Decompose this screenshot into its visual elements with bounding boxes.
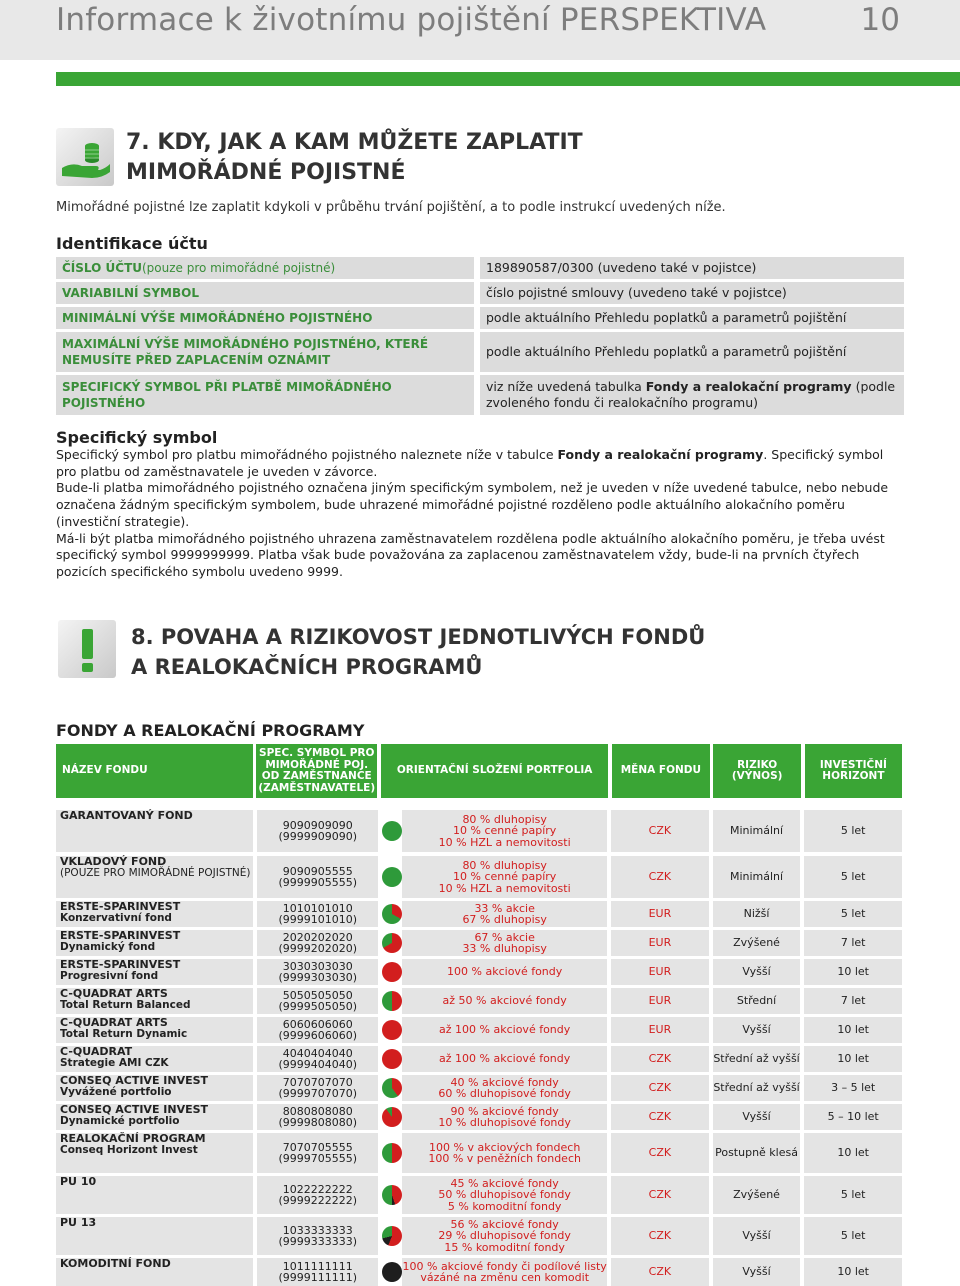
section-7-intro: Mimořádné pojistné lze zaplatit kdykoli v průběhu trvání pojištění, a to podle instrukcí uvedených níže. [56,200,726,215]
spec-symbol: 5050505050 [282,988,353,1002]
fund-name-cell [56,1104,253,1130]
table-row [56,1217,902,1255]
allocation-pie-icon [382,867,402,887]
fund-name-cell [56,1258,253,1286]
portfolio-cell [402,988,607,1014]
portfolio-cell [402,1133,607,1173]
fund-name-cell [56,810,253,852]
allocation-pie-icon [382,1078,402,1098]
spec-symbol-cell [257,1176,378,1214]
table-row [56,375,904,415]
horizon-cell: 7 let [804,988,902,1014]
spec-symbol-cell [257,1104,378,1130]
allocation-pie-icon [382,1185,402,1205]
portfolio-line: 100 % v peněžních fondech [428,1152,581,1165]
spec-symbol: 8080808080 [282,1104,353,1118]
row-label: VARIABILNÍ SYMBOL [56,282,474,304]
risk-cell: Střední [713,988,801,1014]
risk-cell: Nižší [713,901,801,927]
table-row [56,930,902,956]
currency-cell: EUR [611,988,709,1014]
table-row [56,1133,902,1173]
spec-symbol: 2020202020 [282,930,353,944]
portfolio-line: 10 % cenné papíry [453,870,557,884]
spec-symbol-cell [257,930,378,956]
table-row [56,1017,902,1043]
header-portfolio: ORIENTAČNÍ SLOŽENÍ PORTFOLIA [381,744,609,798]
portfolio-cell [402,1258,607,1286]
allocation-pie-cell [382,988,402,1014]
spec-symbol: 7070705555 [282,1140,353,1154]
fund-name: CONSEQ ACTIVE INVEST [60,1074,209,1087]
spec-symbol-cell [257,810,378,852]
fund-name-cell [56,1046,253,1072]
currency-cell: CZK [611,1133,709,1173]
portfolio-line: 5 % komoditní fondy [447,1199,562,1213]
portfolio-cell [402,959,607,985]
fund-name: ERSTE-SPARINVEST [60,958,181,971]
fund-subname: Total Return Balanced [60,998,191,1011]
spec-symbol-cell [257,1133,378,1173]
identification-table [56,257,904,418]
currency-cell: CZK [611,1104,709,1130]
header-currency: MĚNA FONDU [612,744,709,798]
portfolio-line: 80 % dluhopisy [462,858,547,872]
fund-subname: Dynamický fond [60,940,156,953]
allocation-pie-cell [382,1075,402,1101]
payment-icon [56,128,114,186]
fund-name-cell [56,1176,253,1214]
table-row [56,257,904,279]
fund-name-cell [56,856,253,898]
section-7-title: 7. KDY, JAK A KAM MŮŽETE ZAPLATIT MIMOŘÁDNÉ POJISTNÉ [126,130,583,185]
risk-cell: Vyšší [713,959,801,985]
portfolio-line: 15 % komoditní fondy [444,1240,565,1254]
fund-name: GARANTOVANÝ FOND [60,809,193,822]
portfolio-line: 56 % akciové fondy [450,1217,559,1231]
table-row [56,988,902,1014]
allocation-pie-icon [382,933,402,953]
portfolio-cell [402,1046,607,1072]
spec-symbol-employer: (9999505050) [278,1000,358,1013]
portfolio-cell [402,930,607,956]
risk-cell: Zvýšené [713,930,801,956]
spec-symbol-employer: (9999606060) [278,1029,358,1042]
allocation-pie-cell [382,1046,402,1072]
table-row [56,1258,902,1286]
row-value: podle aktuálního Přehledu poplatků a parametrů pojištění [480,307,904,329]
risk-cell: Střední až vyšší [713,1046,801,1072]
allocation-pie-icon [382,1262,402,1282]
spec-symbol-employer: (9999808080) [278,1116,358,1129]
table-row [56,1104,902,1130]
portfolio-line: 10 % HZL a nemovitosti [438,835,571,849]
spec-symbol-employer: (9999705555) [278,1152,358,1165]
horizon-cell: 5 let [804,1217,902,1255]
spec-symbol: 1011111111 [282,1259,353,1273]
allocation-pie-cell [382,810,402,852]
fund-name-cell [56,901,253,927]
spec-symbol-employer: (9999333333) [278,1235,358,1248]
currency-cell: CZK [611,810,709,852]
portfolio-line: 100 % v akciových fondech [429,1140,581,1154]
table-row [56,307,904,329]
fund-name-cell [56,1217,253,1255]
risk-cell: Vyšší [713,1104,801,1130]
spec-symbol-employer: (9999222222) [278,1194,358,1207]
fund-name: C-QUADRAT [60,1045,133,1058]
allocation-pie-icon [382,1049,402,1069]
spec-symbol: 9090905555 [282,864,353,878]
fund-subname: (POUZE PRO MIMOŘÁDNÉ POJISTNÉ) [60,866,251,879]
horizon-cell: 10 let [804,1258,902,1286]
horizon-cell: 5 let [804,856,902,898]
fund-name-cell [56,1075,253,1101]
horizon-cell: 5 let [804,1176,902,1214]
portfolio-cell [402,1075,607,1101]
portfolio-line: 50 % dluhopisové fondy [438,1188,571,1202]
spec-symbol: 1010101010 [282,901,353,915]
specific-symbol-text [56,447,904,581]
page-header [0,0,960,60]
spec-symbol-cell [257,901,378,927]
fund-name: CONSEQ ACTIVE INVEST [60,1103,209,1116]
horizon-cell: 3 – 5 let [804,1075,902,1101]
table-row [56,1046,902,1072]
spec-symbol-cell [257,1017,378,1043]
allocation-pie-cell [382,930,402,956]
spec-symbol-cell [257,1217,378,1255]
fund-subname: Vyvážené portfolio [60,1085,172,1098]
fund-name: PU 10 [60,1175,97,1188]
table-row [56,856,902,898]
spec-symbol-employer: (9999909090) [278,830,358,843]
table-row [56,959,902,985]
currency-cell: CZK [611,1217,709,1255]
horizon-cell: 5 let [804,901,902,927]
row-label: SPECIFICKÝ SYMBOL PŘI PLATBĚ MIMOŘÁDNÉHO POJISTNÉHO [56,375,474,415]
spec-symbol-employer: (9999707070) [278,1087,358,1100]
portfolio-line: 67 % dluhopisy [462,913,547,926]
allocation-pie-cell [382,1176,402,1214]
allocation-pie-cell [382,1217,402,1255]
fund-name: C-QUADRAT ARTS [60,987,168,1000]
spec-symbol-cell [257,1046,378,1072]
allocation-pie-icon [382,962,402,982]
table-row [56,282,904,304]
horizon-cell: 10 let [804,1133,902,1173]
paragraph: Bude-li platba mimořádného pojistného označena jiným specifickým symbolem, než je uveden v níže uvedené tabulce, nebo nebude označena žádným specifickým symbolem, bude uhrazené mimořádné pojistné rozděleno podle aktuálního alokačního poměru (investiční strategie). [56,480,889,529]
allocation-pie-icon [382,821,402,841]
allocation-pie-cell [382,959,402,985]
fund-subname: Conseq Horizont Invest [60,1143,198,1156]
currency-cell: EUR [611,901,709,927]
funds-table [56,744,902,1286]
portfolio-line: 100 % akciové fondy [447,965,563,979]
row-label: ČÍSLO ÚČTU (pouze pro mimořádné pojistné) [56,257,474,279]
portfolio-cell [402,901,607,927]
allocation-pie-icon [382,904,402,924]
portfolio-cell [402,1017,607,1043]
spec-symbol-employer: (9999905555) [278,876,358,889]
fund-subname: Total Return Dynamic [60,1027,188,1040]
funds-heading: FONDY A REALOKAČNÍ PROGRAMY [56,721,365,740]
fund-name: VKLADOVÝ FOND [60,855,167,868]
green-divider [56,72,960,86]
allocation-pie-icon [382,1226,402,1246]
fund-name: PU 13 [60,1216,97,1229]
currency-cell: CZK [611,1046,709,1072]
allocation-pie-cell [382,901,402,927]
spec-symbol-cell [257,959,378,985]
fund-name: KOMODITNÍ FOND [60,1257,171,1270]
portfolio-line: až 50 % akciové fondy [442,994,567,1008]
allocation-pie-cell [382,856,402,898]
portfolio-line: 100 % akciové fondy či podílové listy [402,1259,607,1273]
horizon-cell: 5 let [804,810,902,852]
currency-cell: CZK [611,1258,709,1286]
portfolio-cell [402,1217,607,1255]
fund-name-cell [56,1017,253,1043]
spec-symbol: 1022222222 [282,1182,353,1196]
spec-symbol: 6060606060 [282,1017,353,1031]
allocation-pie-icon [382,1107,402,1127]
allocation-pie-icon [382,1143,402,1163]
currency-cell: EUR [611,1017,709,1043]
header-spec-symbol: SPEC. SYMBOL PRO MIMOŘÁDNÉ POJ. OD ZAMĚSTNANCE (ZAMĚSTNAVATELE) [256,744,377,798]
fund-subname: Strategie AMI CZK [60,1056,169,1069]
currency-cell: CZK [611,1176,709,1214]
spec-symbol: 9090909090 [282,818,353,832]
horizon-cell: 10 let [804,959,902,985]
risk-cell: Postupně klesá [713,1133,801,1173]
spec-symbol-employer: (9999111111) [278,1271,358,1284]
portfolio-cell [402,1176,607,1214]
portfolio-line: 10 % HZL a nemovitosti [438,881,571,895]
page-number: 10 [860,2,900,38]
fund-name-cell [56,988,253,1014]
fund-name: C-QUADRAT ARTS [60,1016,168,1029]
allocation-pie-icon [382,1020,402,1040]
paragraph: Má-li být platba mimořádného pojistného uhrazena zaměstnavatelem rozdělena podle aktuálního alokačního poměru, je třeba uvést specifický symbol 9999999999. Platba však bude považována za zaplacenou zaměstnavatelem vždy, bude-li na prvních čtyřech pozicích specifického symbolu uvedeno 9999. [56,530,885,579]
spec-symbol-cell [257,1075,378,1101]
risk-cell: Vyšší [713,1258,801,1286]
risk-cell: Minimální [713,810,801,852]
currency-cell: EUR [611,959,709,985]
spec-symbol: 4040404040 [282,1046,353,1060]
spec-symbol: 3030303030 [282,959,353,973]
specific-symbol-heading: Specifický symbol [56,428,218,447]
portfolio-line: až 100 % akciové fondy [439,1023,571,1037]
portfolio-line: vázáné na změnu cen komodit [420,1271,590,1284]
spec-symbol-employer: (9999202020) [278,942,358,955]
spec-symbol-employer: (9999404040) [278,1058,358,1071]
row-value: 189890587/0300 (uvedeno také v pojistce) [480,257,904,279]
fund-name-cell [56,959,253,985]
fund-subname: Konzervativní fond [60,911,172,924]
spec-symbol-cell [257,1258,378,1286]
portfolio-line: 40 % akciové fondy [450,1075,559,1089]
portfolio-cell [402,856,607,898]
identification-heading: Identifikace účtu [56,234,208,253]
portfolio-line: 45 % akciové fondy [450,1176,559,1190]
spec-symbol-cell [257,988,378,1014]
currency-cell: CZK [611,856,709,898]
portfolio-line: 67 % akcie [474,930,535,944]
risk-cell: Střední až vyšší [713,1075,801,1101]
spec-symbol: 7070707070 [282,1075,353,1089]
row-label: MAXIMÁLNÍ VÝŠE MIMOŘÁDNÉHO POJISTNÉHO, KTERÉ NEMUSÍTE PŘED ZAPLACENÍM OZNÁMIT [56,332,474,372]
header-name: NÁZEV FONDU [56,744,253,798]
currency-cell: CZK [611,1075,709,1101]
allocation-pie-cell [382,1258,402,1286]
spec-symbol-cell [257,856,378,898]
row-value: číslo pojistné smlouvy (uvedeno také v pojistce) [480,282,904,304]
table-row [56,810,902,852]
currency-cell: EUR [611,930,709,956]
portfolio-line: 80 % dluhopisy [462,812,547,826]
fund-name: REALOKAČNÍ PROGRAM [60,1132,206,1145]
table-row [56,1176,902,1214]
allocation-pie-cell [382,1017,402,1043]
allocation-pie-cell [382,1104,402,1130]
spec-symbol-employer: (9999101010) [278,913,358,926]
portfolio-line: 10 % dluhopisové fondy [438,1116,571,1129]
document-title: Informace k životnímu pojištění PERSPEKTIVA [56,2,767,38]
fund-name: ERSTE-SPARINVEST [60,929,181,942]
portfolio-cell [402,1104,607,1130]
portfolio-line: 90 % akciové fondy [450,1104,559,1118]
portfolio-line: až 100 % akciové fondy [439,1052,571,1066]
portfolio-cell [402,810,607,852]
risk-cell: Zvýšené [713,1176,801,1214]
portfolio-line: 60 % dluhopisové fondy [438,1087,571,1100]
allocation-pie-icon [382,991,402,1011]
row-label: MINIMÁLNÍ VÝŠE MIMOŘÁDNÉHO POJISTNÉHO [56,307,474,329]
fund-subname: Progresivní fond [60,969,159,982]
table-row [56,901,902,927]
header-horizon: INVESTIČNÍ HORIZONT [805,744,902,798]
table-header-row [56,744,902,798]
allocation-pie-cell [382,1133,402,1173]
fund-subname: Dynamické portfolio [60,1114,180,1127]
horizon-cell: 10 let [804,1017,902,1043]
fund-name: ERSTE-SPARINVEST [60,900,181,913]
spec-symbol: 1033333333 [282,1223,353,1237]
portfolio-line: 33 % akcie [474,901,535,915]
risk-cell: Vyšší [713,1017,801,1043]
header-risk: RIZIKO (VÝNOS) [713,744,801,798]
table-row [56,332,904,372]
section-8-title: 8. POVAHA A RIZIKOVOST JEDNOTLIVÝCH FONDŮ A REALOKAČNÍCH PROGRAMŮ [131,625,706,679]
warning-icon [58,620,116,678]
row-value: viz níže uvedená tabulka Fondy a realokační programy (podle zvoleného fondu či realokačního programu) [480,375,904,415]
portfolio-line: 33 % dluhopisy [462,942,547,955]
risk-cell: Vyšší [713,1217,801,1255]
horizon-cell: 5 – 10 let [804,1104,902,1130]
horizon-cell: 10 let [804,1046,902,1072]
portfolio-line: 10 % cenné papíry [453,824,557,838]
horizon-cell: 7 let [804,930,902,956]
paragraph: Specifický symbol pro platbu mimořádného pojistného naleznete níže v tabulce Fondy a realokační programy. Specifický symbol pro platbu od zaměstnavatele je uveden v závorce. [56,447,884,479]
table-row [56,1075,902,1101]
row-value: podle aktuálního Přehledu poplatků a parametrů pojištění [480,332,904,372]
fund-name-cell [56,1133,253,1173]
portfolio-line: 29 % dluhopisové fondy [438,1229,571,1243]
risk-cell: Minimální [713,856,801,898]
spec-symbol-employer: (9999303030) [278,971,358,984]
fund-name-cell [56,930,253,956]
